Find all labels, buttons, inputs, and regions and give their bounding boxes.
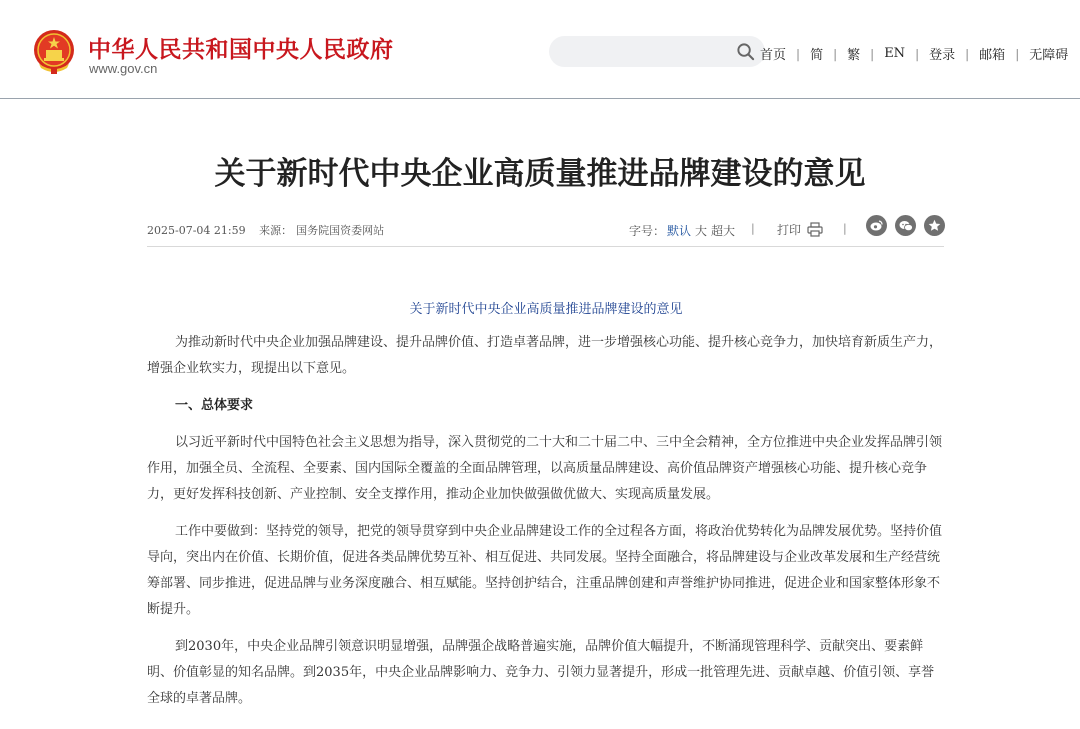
article-subtitle: 关于新时代中央企业高质量推进品牌建设的意见 [409,302,683,317]
font-size-default[interactable]: 默认 [667,224,692,238]
nav-english[interactable]: EN [884,46,906,61]
font-size-switcher [629,222,739,239]
nav-accessibility[interactable]: 无障碍 [1029,48,1069,63]
article-body [147,330,942,723]
paragraph: 以习近平新时代中国特色社会主义思想为指导，深入贯彻党的二十大和二十届二中、三中全会精神，全方位推进中央企业发挥品牌引领作用，加强全员、全流程、全要素、国内国际全覆盖的全面品牌管理，以高质量品牌建设、高价值品牌资产增强核心功能、提升核心竞争力，更好发挥科技创新、产业控制、安全支撑作用，推动企业加快做强做优做大、实现高质量发展。 [147,435,943,502]
nav-login[interactable]: 登录 [929,48,956,63]
font-size-label: 字号： [629,224,666,238]
nav-traditional[interactable]: 繁 [847,48,861,63]
paragraph: 到2030年，中央企业品牌引领意识明显增强，品牌强企战略普遍实施，品牌价值大幅提升，不断涌现管理科学、贡献突出、要素鲜明、价值彰显的知名品牌。到2035年，中央企业品牌影响力、竞争力、引领力显著提升，形成一批管理先进、贡献卓越、价值引领、享誉全球的卓著品牌。 [147,639,935,706]
font-size-large[interactable]: 大 [695,224,708,238]
nav-separator: | [1015,46,1020,61]
meta-separator: | [843,222,847,235]
favorite-icon[interactable] [924,215,945,236]
top-nav [760,44,1068,63]
source-name: 国务院国资委网站 [296,224,385,237]
wechat-icon[interactable] [895,215,916,236]
search-input[interactable] [549,36,765,67]
nav-separator: | [870,46,875,61]
source-label: 来源： [259,224,293,237]
nav-mail[interactable]: 邮箱 [979,48,1006,63]
nav-separator: | [833,46,838,61]
nav-separator: | [796,46,801,61]
weibo-icon[interactable] [866,215,887,236]
site-url[interactable]: www.gov.cn [89,61,158,76]
section-heading: 一、总体要求 [175,398,254,413]
article-meta [147,222,394,238]
site-title[interactable]: 中华人民共和国中央人民政府 [88,37,394,63]
paragraph: 工作中要做到：坚持党的领导，把党的领导贯穿到中央企业品牌建设工作的全过程各方面，将政治优势转化为品牌发展优势。坚持价值导向，突出内在价值、长期价值，促进各类品牌优势互补、相互促进、共同发展。坚持全面融合，将品牌建设与企业改革发展和生产经营统筹部署、同步推进，促进品牌与业务深度融合、相互赋能。坚持创护结合，注重品牌创建和声誉维护协同推进，促进企业和国家整体形象不断提升。 [147,524,943,617]
paragraph: 为推动新时代中央企业加强品牌建设、提升品牌价值、打造卓著品牌，进一步增强核心功能、提升核心竞争力，加快培育新质生产力，增强企业软实力，现提出以下意见。 [147,335,943,376]
nav-home[interactable]: 首页 [760,48,787,63]
nav-separator: | [915,46,920,61]
national-emblem-icon[interactable] [31,28,77,76]
page-title: 关于新时代中央企业高质量推进品牌建设的意见 [214,156,866,192]
print-label: 打印 [777,223,802,237]
meta-divider [147,246,944,247]
nav-simplified[interactable]: 简 [810,48,824,63]
site-header [0,0,1080,99]
print-button[interactable] [777,221,823,238]
nav-separator: | [965,46,970,61]
printer-icon [807,222,823,237]
font-size-xlarge[interactable]: 超大 [711,224,736,238]
publish-date: 2025-07-04 21:59 [147,224,246,237]
search-icon[interactable] [736,42,755,61]
meta-separator: | [751,222,755,235]
